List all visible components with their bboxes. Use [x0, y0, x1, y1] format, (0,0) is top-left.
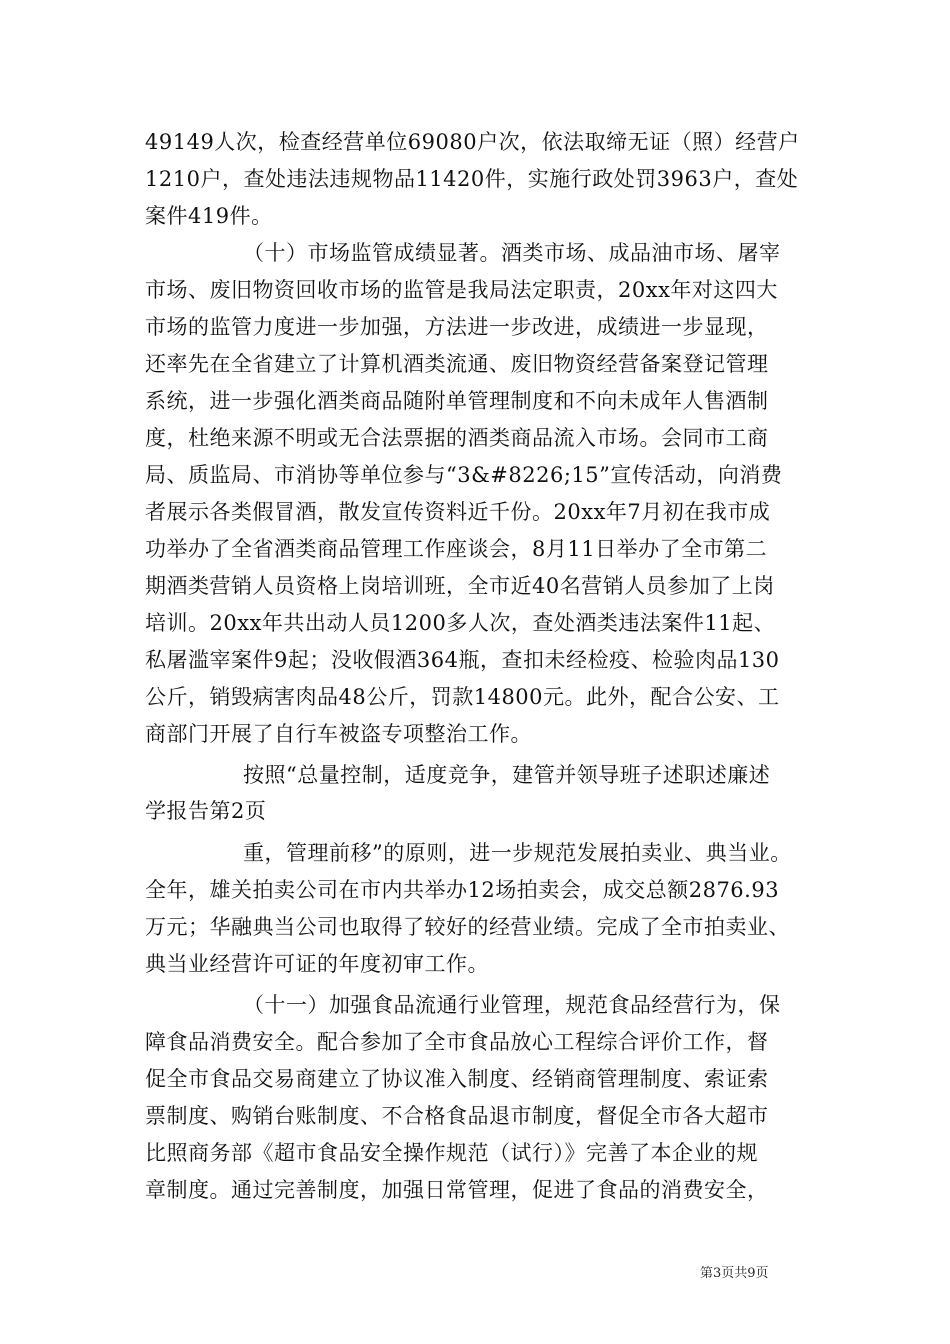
text-line: 市场、废旧物资回收市场的监管是我局法定职责，20xx年对这四大 [145, 278, 778, 302]
text-line: 章制度。通过完善制度，加强日常管理，促进了食品的消费安全， [145, 1178, 769, 1202]
text-line: 公斤，销毁病害肉品48公斤，罚款14800元。此外，配合公安、工 [145, 685, 780, 709]
text-line: 49149人次，检查经营单位69080户次，依法取缔无证（照）经营户 [145, 130, 800, 154]
text-line: 度，杜绝来源不明或无合法票据的酒类商品流入市场。会同市工商 [145, 426, 769, 450]
text-line: 全年，雄关拍卖公司在市内共举办12场拍卖会，成交总额2876.93 [145, 878, 780, 902]
text-line: 重，管理前移”的原则，进一步规范发展拍卖业、典当业。 [243, 841, 792, 865]
text-line: 私屠滥宰案件9起；没收假酒364瓶，查扣未经检疫、检验肉品130 [145, 648, 780, 672]
text-line: 学报告第2页 [145, 799, 267, 823]
text-line: 障食品消费安全。配合参加了全市食品放心工程综合评价工作，督 [145, 1030, 769, 1054]
text-line: 市场的监管力度进一步加强，方法进一步改进，成绩进一步显现， [145, 315, 769, 339]
text-line: 者展示各类假冒酒，散发宣传资料近千份。20xx年7月初在我市成 [145, 500, 771, 524]
text-line: 局、质监局、市消协等单位参与“3&#8226;15”宣传活动，向消费 [145, 463, 783, 487]
page-number: 第3页共9页 [700, 1266, 769, 1281]
text-line: （十一）加强食品流通行业管理，规范食品经营行为，保 [243, 993, 781, 1017]
text-line: 1210户，查处违法违规物品11420件，实施行政处罚3963户，查处 [145, 167, 799, 191]
text-line: 典当业经营许可证的年度初审工作。 [145, 952, 489, 976]
text-line: 系统，进一步强化酒类商品随附单管理制度和不向未成年人售酒制 [145, 389, 769, 413]
text-line: 促全市食品交易商建立了协议准入制度、经销商管理制度、索证索 [145, 1067, 769, 1091]
text-line: 比照商务部《超市食品安全操作规范（试行）》完善了本企业的规 [145, 1141, 758, 1165]
text-line: 期酒类营销人员资格上岗培训班，全市近40名营销人员参加了上岗 [145, 574, 775, 598]
text-line: 票制度、购销台账制度、不合格食品退市制度，督促全市各大超市 [145, 1104, 769, 1128]
text-line: 功举办了全省酒类商品管理工作座谈会，8月11日举办了全市第二 [145, 537, 768, 561]
text-line: 商部门开展了自行车被盗专项整治工作。 [145, 722, 532, 746]
text-line: 万元；华融典当公司也取得了较好的经营业绩。完成了全市拍卖业、 [145, 915, 790, 939]
text-line: 按照“总量控制，适度竞争，建管并领导班子述职述廉述 [243, 763, 771, 787]
text-line: 还率先在全省建立了计算机酒类流通、废旧物资经营备案登记管理 [145, 352, 769, 376]
text-line: 案件419件。 [145, 204, 273, 228]
text-line: （十）市场监管成绩显著。酒类市场、成品油市场、屠宰 [243, 241, 781, 265]
text-line: 培训。20xx年共出动人员1200多人次，查处酒类违法案件11起、 [145, 611, 776, 635]
